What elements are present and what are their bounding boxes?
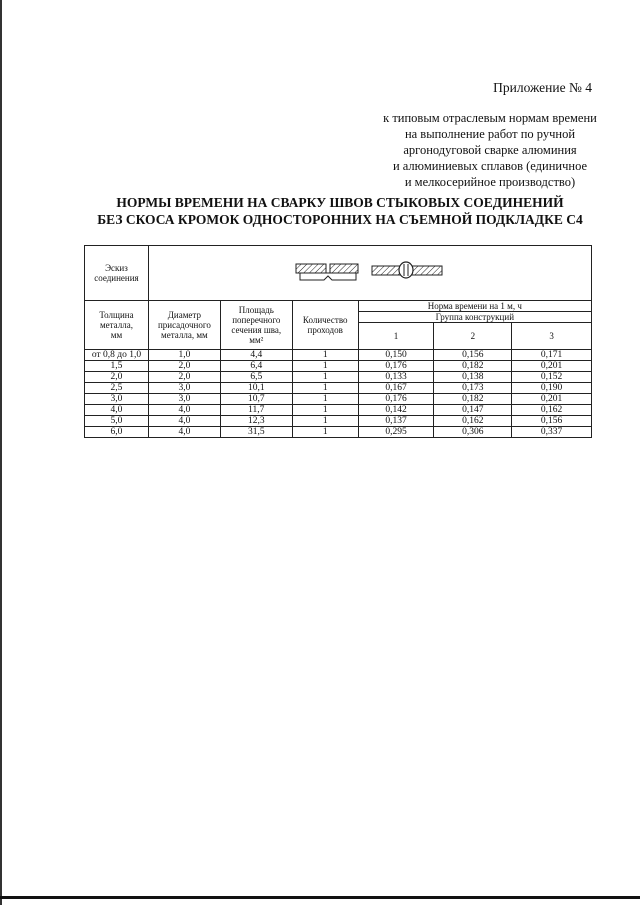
joint-sketch xyxy=(148,246,591,301)
scan-bottom-edge xyxy=(0,896,640,899)
document-heading xyxy=(40,194,640,228)
table-row: 3,0 3,0 10,7 1 0,176 0,182 0,201 xyxy=(85,394,592,405)
header-group-1: 1 xyxy=(358,323,434,350)
header-area: Площадь поперечного сечения шва, мм² xyxy=(220,301,292,350)
heading-line-1: НОРМЫ ВРЕМЕНИ НА СВАРКУ ШВОВ СТЫКОВЫХ СОЕДИНЕНИЙ xyxy=(116,195,564,210)
appendix-line: к типовым отраслевым нормам времени xyxy=(383,111,597,125)
appendix-title: Приложение № 4 xyxy=(493,80,592,95)
table-row: 5,0 4,0 12,3 1 0,137 0,162 0,156 xyxy=(85,416,592,427)
appendix-line: на выполнение работ по ручной xyxy=(404,127,576,141)
table-row: от 0,8 до 1,0 1,0 4,4 1 0,150 0,156 0,171 xyxy=(85,350,592,361)
sketch-label: Эскиз соединения xyxy=(85,246,149,301)
weld-joint-diagram xyxy=(290,258,450,286)
appendix-line: и алюминиевых сплавов (единичное xyxy=(392,159,588,173)
header-diameter: Диаметр присадочного металла, мм xyxy=(148,301,220,350)
header-group-2: 2 xyxy=(434,323,512,350)
appendix-line: и мелкосерийное производство) xyxy=(404,175,576,189)
heading-line-2: БЕЗ СКОСА КРОМОК ОДНОСТОРОННИХ НА СЪЕМНОЙ ПОДКЛАДКЕ С4 xyxy=(97,212,583,227)
scan-edge-line xyxy=(0,0,2,905)
norms-table xyxy=(84,245,592,438)
table-row: 2,5 3,0 10,1 1 0,167 0,173 0,190 xyxy=(85,383,592,394)
table-row: 6,0 4,0 31,5 1 0,295 0,306 0,337 xyxy=(85,427,592,438)
table-row: 4,0 4,0 11,7 1 0,142 0,147 0,162 xyxy=(85,405,592,416)
header-thickness: Толщина металла, мм xyxy=(85,301,149,350)
appendix-block xyxy=(330,80,610,190)
header-passes: Количество проходов xyxy=(292,301,358,350)
table-row: 1,5 2,0 6,4 1 0,176 0,182 0,201 xyxy=(85,361,592,372)
header-group: Группа конструкций xyxy=(358,312,591,323)
appendix-line: аргонодуговой сварке алюминия xyxy=(403,143,577,157)
header-norm: Норма времени на 1 м, ч xyxy=(358,301,591,312)
table-row: 2,0 2,0 6,5 1 0,133 0,138 0,152 xyxy=(85,372,592,383)
header-group-3: 3 xyxy=(512,323,592,350)
appendix-subtitle xyxy=(370,110,610,190)
